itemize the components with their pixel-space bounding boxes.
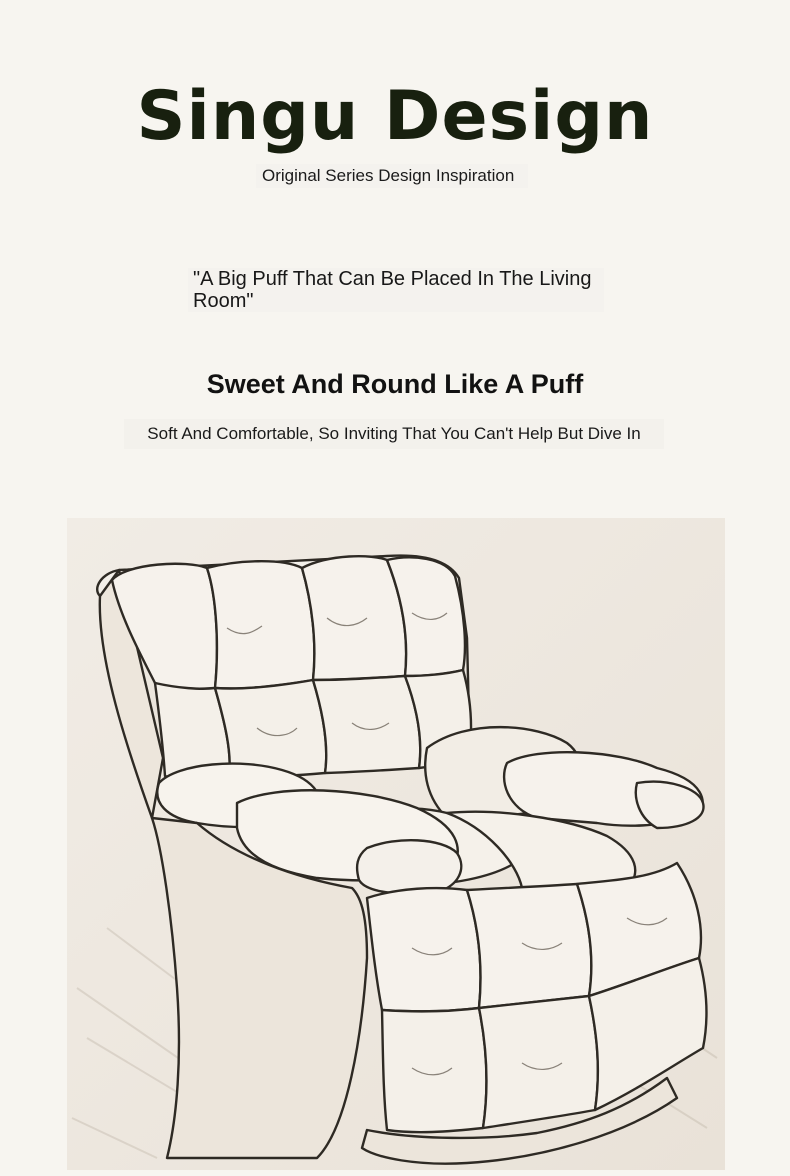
headline: Sweet And Round Like A Puff [206,369,584,399]
brand-subtitle: Original Series Design Inspiration [256,164,528,188]
armchair-sketch-image [67,518,725,1170]
armchair-sketch-icon [67,518,725,1170]
tagline: Soft And Comfortable, So Inviting That You Can't Help But Dive In [124,419,664,449]
brand-title: Singu Design [136,77,654,156]
quote-text: "A Big Puff That Can Be Placed In The Living Room" [188,268,604,312]
